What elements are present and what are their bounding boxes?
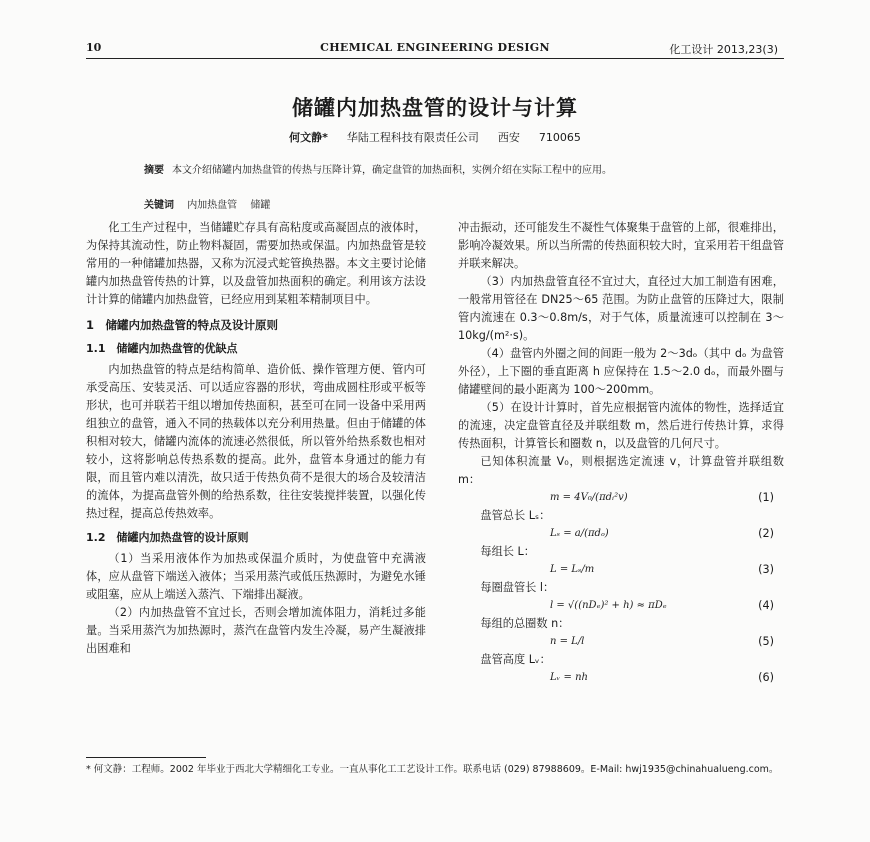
author-city: 西安 [497,131,520,144]
keywords [144,196,280,211]
abstract-label: 摘要 [144,165,164,176]
abstract [144,163,756,178]
journal-name: CHEMICAL ENGINEERING DESIGN [320,41,550,54]
body-paragraph: （5）在设计计算时，首先应根据管内流体的物性，选择适宜的流速，决定盘管直径及并联组数 m，然后进行传热计算，求得传热面积，计算管长和圈数 n，以及盘管的几何尺寸。 [458,401,784,450]
abstract-text: 本文介绍储罐内加热盘管的传热与压降计算，确定盘管的加热面积，实例介绍在实际工程中的应用。 [172,165,612,176]
author-line [0,129,870,145]
equation [458,489,784,507]
equation-formula: l = √((nDₑ)² + h) ≈ πDₑ [550,600,667,611]
equation-label: 每圈盘管长 l： [480,581,555,594]
equation-number: (2) [758,527,774,540]
equation-formula: L = Lₛ/m [550,564,595,575]
right-column [458,219,784,687]
author-postcode: 710065 [538,131,581,144]
equation-formula: m = 4V₀/(πdᵢ²v) [550,492,628,503]
body-paragraph: 内加热盘管的特点是结构简单、造价低、操作管理方便、管内可承受高压、安装灵活、可以适应容器的形状，弯曲成圆柱形或平板等形状，也可并联若干组以增加传热面积，甚至可在同一设备中采用两组独立的盘管，通入不同的热载体以充分利用热量。但由于储罐的体积相对较大，储罐内流体的流速必然很低，所以管外给热系数也相对较小，这将影响总传热系数的提高。此外，盘管本身通过的能力有限，而且管内难以清洗，故只适于传热负荷不是很大的场合及较清洁的流体，为提高盘管外侧的给热系数，往往安装搅拌装置，以强化传热过程，提高总传热效率。 [86,363,426,520]
keyword-item: 储罐 [250,200,271,211]
subsection-heading: 1.1 储罐内加热盘管的优缺点 [86,342,238,355]
keywords-label: 关键词 [144,200,174,211]
journal-issue: 化工设计 2013,23(3) [669,43,778,56]
body-paragraph: （2）内加热盘管不宜过长，否则会增加流体阻力，消耗过多能量。当采用蒸汽为加热源时，蒸汽在盘管内发生冷凝，易产生凝液排出困难和 [86,606,426,655]
article-title: 储罐内加热盘管的设计与计算 [292,95,578,120]
author-footnote: * 何文静：工程师。2002 年毕业于西北大学精细化工专业。一直从事化工工艺设计工作。联系电话 (029) 87988609。E-Mail: hwj1935@chinahualueng.com。 [86,764,779,775]
equation-number: (5) [758,635,774,648]
subsection-heading: 1.2 储罐内加热盘管的设计原则 [86,531,249,544]
body-paragraph: 已知体积流量 V₀，则根据选定流速 v，计算盘管并联组数 m： [458,455,784,486]
section-heading: 1 储罐内加热盘管的特点及设计原则 [86,318,278,332]
equation-number: (3) [758,563,774,576]
equation [458,669,784,687]
equation-formula: Lᵥ = nh [550,672,588,683]
equation-label: 盘管高度 Lᵥ： [480,653,551,666]
equation-label: 每组长 L： [480,545,535,558]
equation-number: (4) [758,599,774,612]
left-column [86,219,426,658]
equation [458,633,784,651]
header-rule [86,58,784,59]
page-number: 10 [86,41,102,54]
body-paragraph: （4）盘管内外圈之间的间距一般为 2～3dₒ（其中 dₒ 为盘管外径），上下圈的垂直距离 h 应保持在 1.5～2.0 dₒ，而最外圈与储罐壁间的最小距离为 100～200mm。 [458,347,784,396]
equation-number: (6) [758,671,774,684]
equation [458,597,784,615]
body-paragraph: （1）当采用液体作为加热或保温介质时，为使盘管中充满液体，应从盘管下端送入液体；当采用蒸汽或低压热源时，为避免水锤或阻塞，应从上端送入蒸汽、下端排出凝液。 [86,552,426,601]
equation-formula: n = L/l [550,636,585,647]
keyword-item: 内加热盘管 [187,200,238,211]
author-name: 何文静* [289,131,328,144]
equation-label: 每组的总圈数 n： [480,617,570,630]
equation-label: 盘管总长 Lₛ： [480,509,551,522]
equation-formula: Lₛ = a/(πdₒ) [550,528,609,539]
equation [458,525,784,543]
equation [458,561,784,579]
footnote-rule [86,757,206,758]
equation-number: (1) [758,491,774,504]
body-paragraph: （3）内加热盘管直径不宜过大，直径过大加工制造有困难，一般常用管径在 DN25～65 范围。为防止盘管的压降过大，限制管内流速在 0.3～0.8m/s，对于气体，质量流速可以控制在 3～10kg/(m²·s)。 [458,275,784,342]
body-paragraph: 冲击振动，还可能发生不凝性气体聚集于盘管的上部，很难排出，影响冷凝效果。所以当所需的传热面积较大时，宜采用若干组盘管并联来解决。 [458,221,784,270]
author-affiliation: 华陆工程科技有限责任公司 [346,131,479,144]
intro-paragraph: 化工生产过程中，当储罐贮存具有高粘度或高凝固点的液体时，为保持其流动性，防止物料凝固，需要加热或保温。内加热盘管是较常用的一种储罐加热器，又称为沉浸式蛇管换热器。本文主要讨论储罐内加热盘管传热的计算，以及盘管加热面积的确定。利用该方法设计计算的储罐内加热盘管，已经应用到某粗苯精制项目中。 [86,221,426,306]
